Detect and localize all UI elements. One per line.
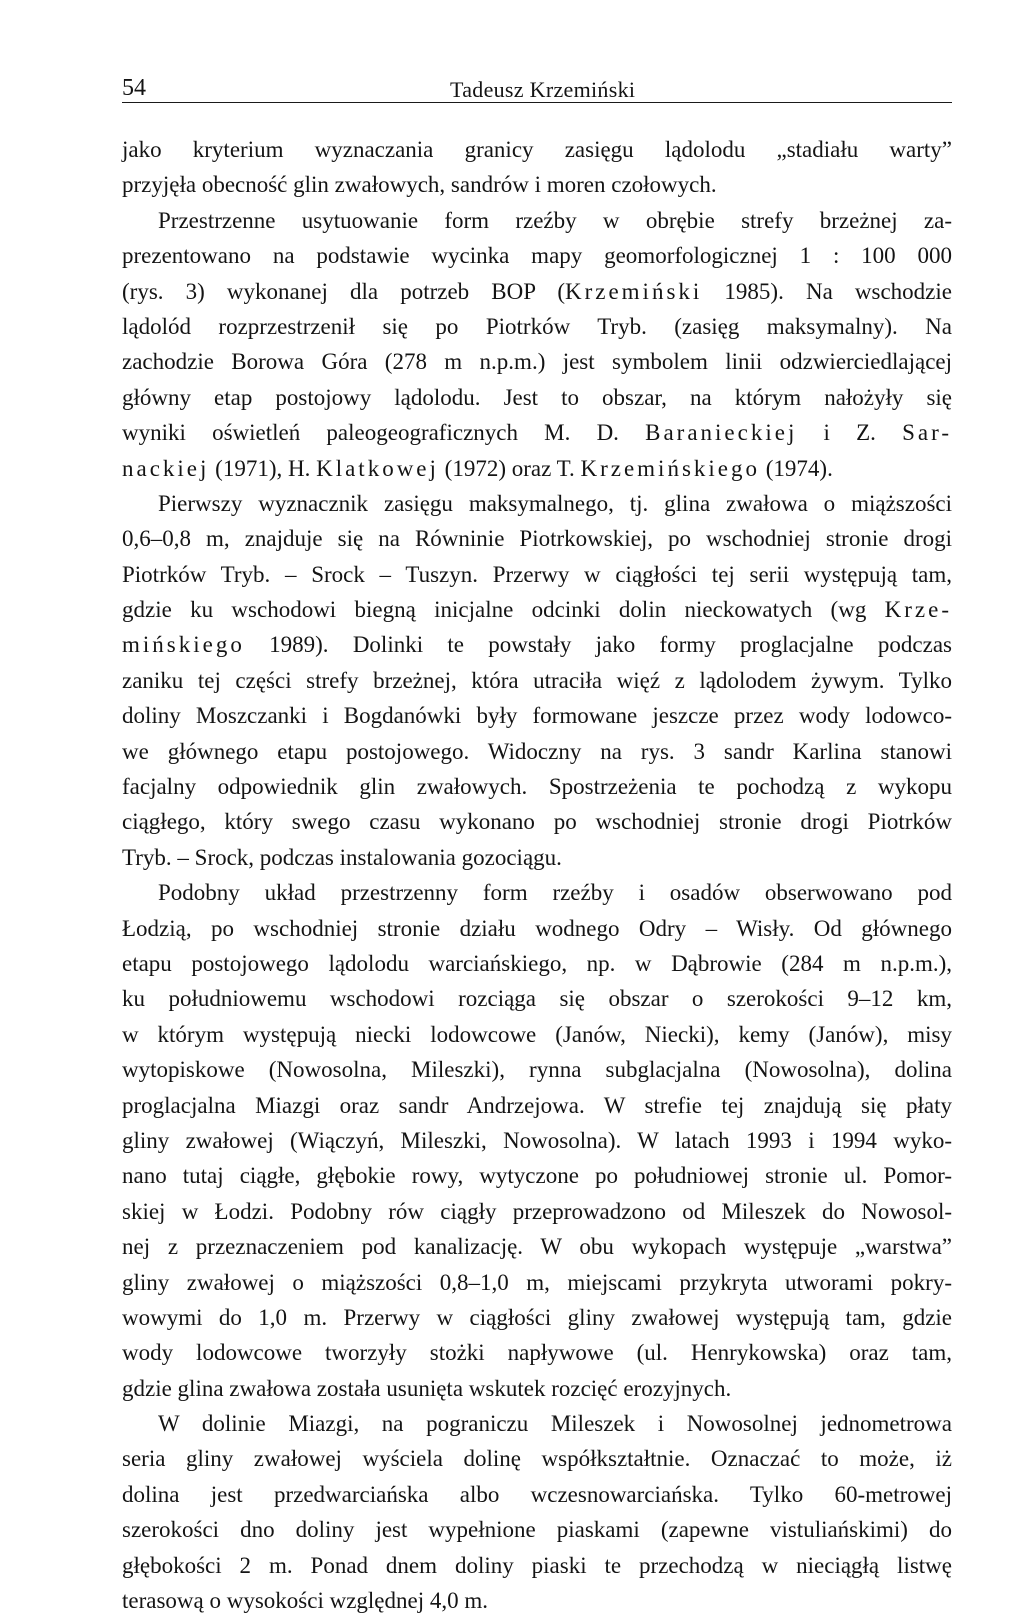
paragraph-1-line: przyjęła obecność glin zwałowych, sandrów i moren czołowych. (122, 172, 717, 198)
text-run: wyniki oświetleń paleogeograficznych M. D. (122, 420, 646, 446)
author-citation: Baranieckiej (645, 420, 798, 446)
author-citation: Sar- (902, 420, 952, 446)
text-run: (1974). (760, 455, 833, 481)
paragraph-2-line (122, 451, 952, 486)
paragraph-3-line (122, 627, 952, 662)
paragraph-5-line: terasową o wysokości względnej 4,0 m. (122, 1588, 489, 1614)
paragraph-4-line: skiej w Łodzi. Podobny rów ciągły przeprowadzono od Mileszek do Nowosol- (122, 1198, 952, 1224)
paragraph-3-line: facjalny odpowiednik glin zwałowych. Spostrzeżenia te pochodzą z wykopu (122, 774, 952, 800)
paragraph-2-line: Przestrzenne usytuowanie form rzeźby w obrębie strefy brzeżnej za- (158, 207, 952, 233)
paragraph-1-line: jako kryterium wyznaczania granicy zasięgu lądolodu „stadiału warty” (122, 137, 952, 162)
paragraph-3-line (122, 592, 952, 627)
paragraph-2-line: lądolód rozprzestrzenił się po Piotrków Tryb. (zasięg maksymalny). Na (122, 313, 952, 339)
paragraph-4-line: etapu postojowego lądolodu warciańskiego, np. w Dąbrowie (284 m n.p.m.), (122, 950, 952, 976)
paragraph-5-line: głębokości 2 m. Ponad dnem doliny piaski te przechodzą w nieciągłą listwę (122, 1552, 952, 1578)
paragraph-4-line: wytopiskowe (Nowosolna, Mileszki), rynna subglacjalna (Nowosolna), dolina (122, 1057, 952, 1083)
paragraph-3-line: 0,6–0,8 m, znajduje się na Równinie Piotrkowskiej, po wschodniej stronie drogi (122, 526, 952, 552)
author-citation: Krzemińskiego (580, 455, 760, 481)
paragraph-3-line: zaniku tej części strefy brzeżnej, która utraciła więź z lądolodem żywym. Tylko (122, 667, 952, 693)
author-citation: Klatkowej (316, 455, 439, 481)
paragraph-2-line (122, 274, 952, 309)
text-run: gdzie ku wschodowi biegną inicjalne odcinki dolin nieckowatych (wg (122, 597, 885, 623)
running-title: Tadeusz Krzemiński (450, 77, 636, 102)
paragraph-4-line: w którym występują niecki lodowcowe (Janów, Niecki), kemy (Janów), misy (122, 1021, 952, 1047)
body-text (122, 132, 952, 1618)
text-run: (1972) oraz T. (438, 455, 581, 481)
paragraph-4-line: gdzie glina zwałowa została usunięta wskutek rozcięć erozyjnych. (122, 1375, 732, 1401)
paragraph-3-line: Pierwszy wyznacznik zasięgu maksymalnego, tj. glina zwałowa o miąższości (158, 490, 952, 516)
paragraph-4-line: gliny zwałowej o miąższości 0,8–1,0 m, miejscami przykryta utworami pokry- (122, 1269, 952, 1295)
author-citation: mińskiego (122, 632, 245, 658)
text-run: 1989). Dolinki te powstały jako formy proglacjalne podczas (244, 632, 952, 658)
paragraph-4-line: Łodzią, po wschodniej stronie działu wodnego Odry – Wisły. Od głównego (122, 915, 952, 941)
header-rule (122, 102, 952, 103)
paragraph-2-line: główny etap postojowy lądolodu. Jest to obszar, na którym nałożyły się (122, 384, 952, 410)
text-run: i Z. (797, 420, 903, 446)
running-head (122, 68, 952, 102)
paragraph-4-line: gliny zwałowej (Wiączyń, Mileszki, Nowosolna). W latach 1993 i 1994 wyko- (122, 1127, 952, 1153)
paragraph-4-line: proglacjalna Miazgi oraz sandr Andrzejowa. W strefie tej znajdują się płaty (122, 1092, 952, 1118)
text-run: (rys. 3) wykonanej dla potrzeb BOP ( (122, 278, 565, 304)
paragraph-3-line: Tryb. – Srock, podczas instalowania gozociągu. (122, 844, 562, 870)
paragraph-2-line (122, 415, 952, 450)
paragraph-5-line: szerokości dno doliny jest wypełnione piaskami (zapewne vistuliańskimi) do (122, 1517, 952, 1543)
paragraph-5-line: dolina jest przedwarciańska albo wczesnowarciańska. Tylko 60-metrowej (122, 1481, 952, 1507)
paragraph-3-line: doliny Moszczanki i Bogdanówki były formowane jeszcze przez wody lodowco- (122, 703, 952, 729)
paragraph-5-line: W dolinie Miazgi, na pograniczu Mileszek i Nowosolnej jednometrowa (158, 1411, 952, 1437)
paragraph-4-line: ku południowemu wschodowi rozciąga się obszar o szerokości 9–12 km, (122, 986, 952, 1012)
paragraph-2-line: prezentowano na podstawie wycinka mapy geomorfologicznej 1 : 100 000 (122, 243, 952, 269)
author-citation: Krze- (884, 597, 952, 623)
text-run: (1971), H. (209, 455, 317, 481)
paragraph-4-line: nano tutaj ciągłe, głębokie rowy, wytyczone po południowej stronie ul. Pomor- (122, 1163, 952, 1189)
paragraph-3-line: Piotrków Tryb. – Srock – Tuszyn. Przerwy w ciągłości tej serii występują tam, (122, 561, 952, 587)
paragraph-4-line: wowymi do 1,0 m. Przerwy w ciągłości gliny zwałowej występują tam, gdzie (122, 1304, 952, 1330)
paragraph-3-line: ciągłego, który swego czasu wykonano po wschodniej stronie drogi Piotrków (122, 809, 952, 835)
paragraph-3-line: we głównego etapu postojowego. Widoczny na rys. 3 sandr Karlina stanowi (122, 738, 952, 764)
paragraph-4-line: nej z przeznaczeniem pod kanalizację. W obu wykopach występuje „warstwa” (122, 1234, 952, 1260)
text-run: 1985). Na wschodzie (702, 278, 952, 304)
author-citation: Krzemiński (564, 278, 703, 304)
page-number: 54 (122, 75, 146, 101)
paragraph-5-line: seria gliny zwałowej wyściela dolinę współkształtnie. Oznaczać to może, iż (122, 1446, 952, 1472)
paragraph-4-line: Podobny układ przestrzenny form rzeźby i osadów obserwowano pod (158, 880, 952, 906)
paragraph-4-line: wody lodowcowe tworzyły stożki napływowe (ul. Henrykowska) oraz tam, (122, 1340, 952, 1366)
author-citation: nackiej (122, 455, 210, 481)
paragraph-2-line: zachodzie Borowa Góra (278 m n.p.m.) jest symbolem linii odzwierciedlającej (122, 349, 952, 375)
